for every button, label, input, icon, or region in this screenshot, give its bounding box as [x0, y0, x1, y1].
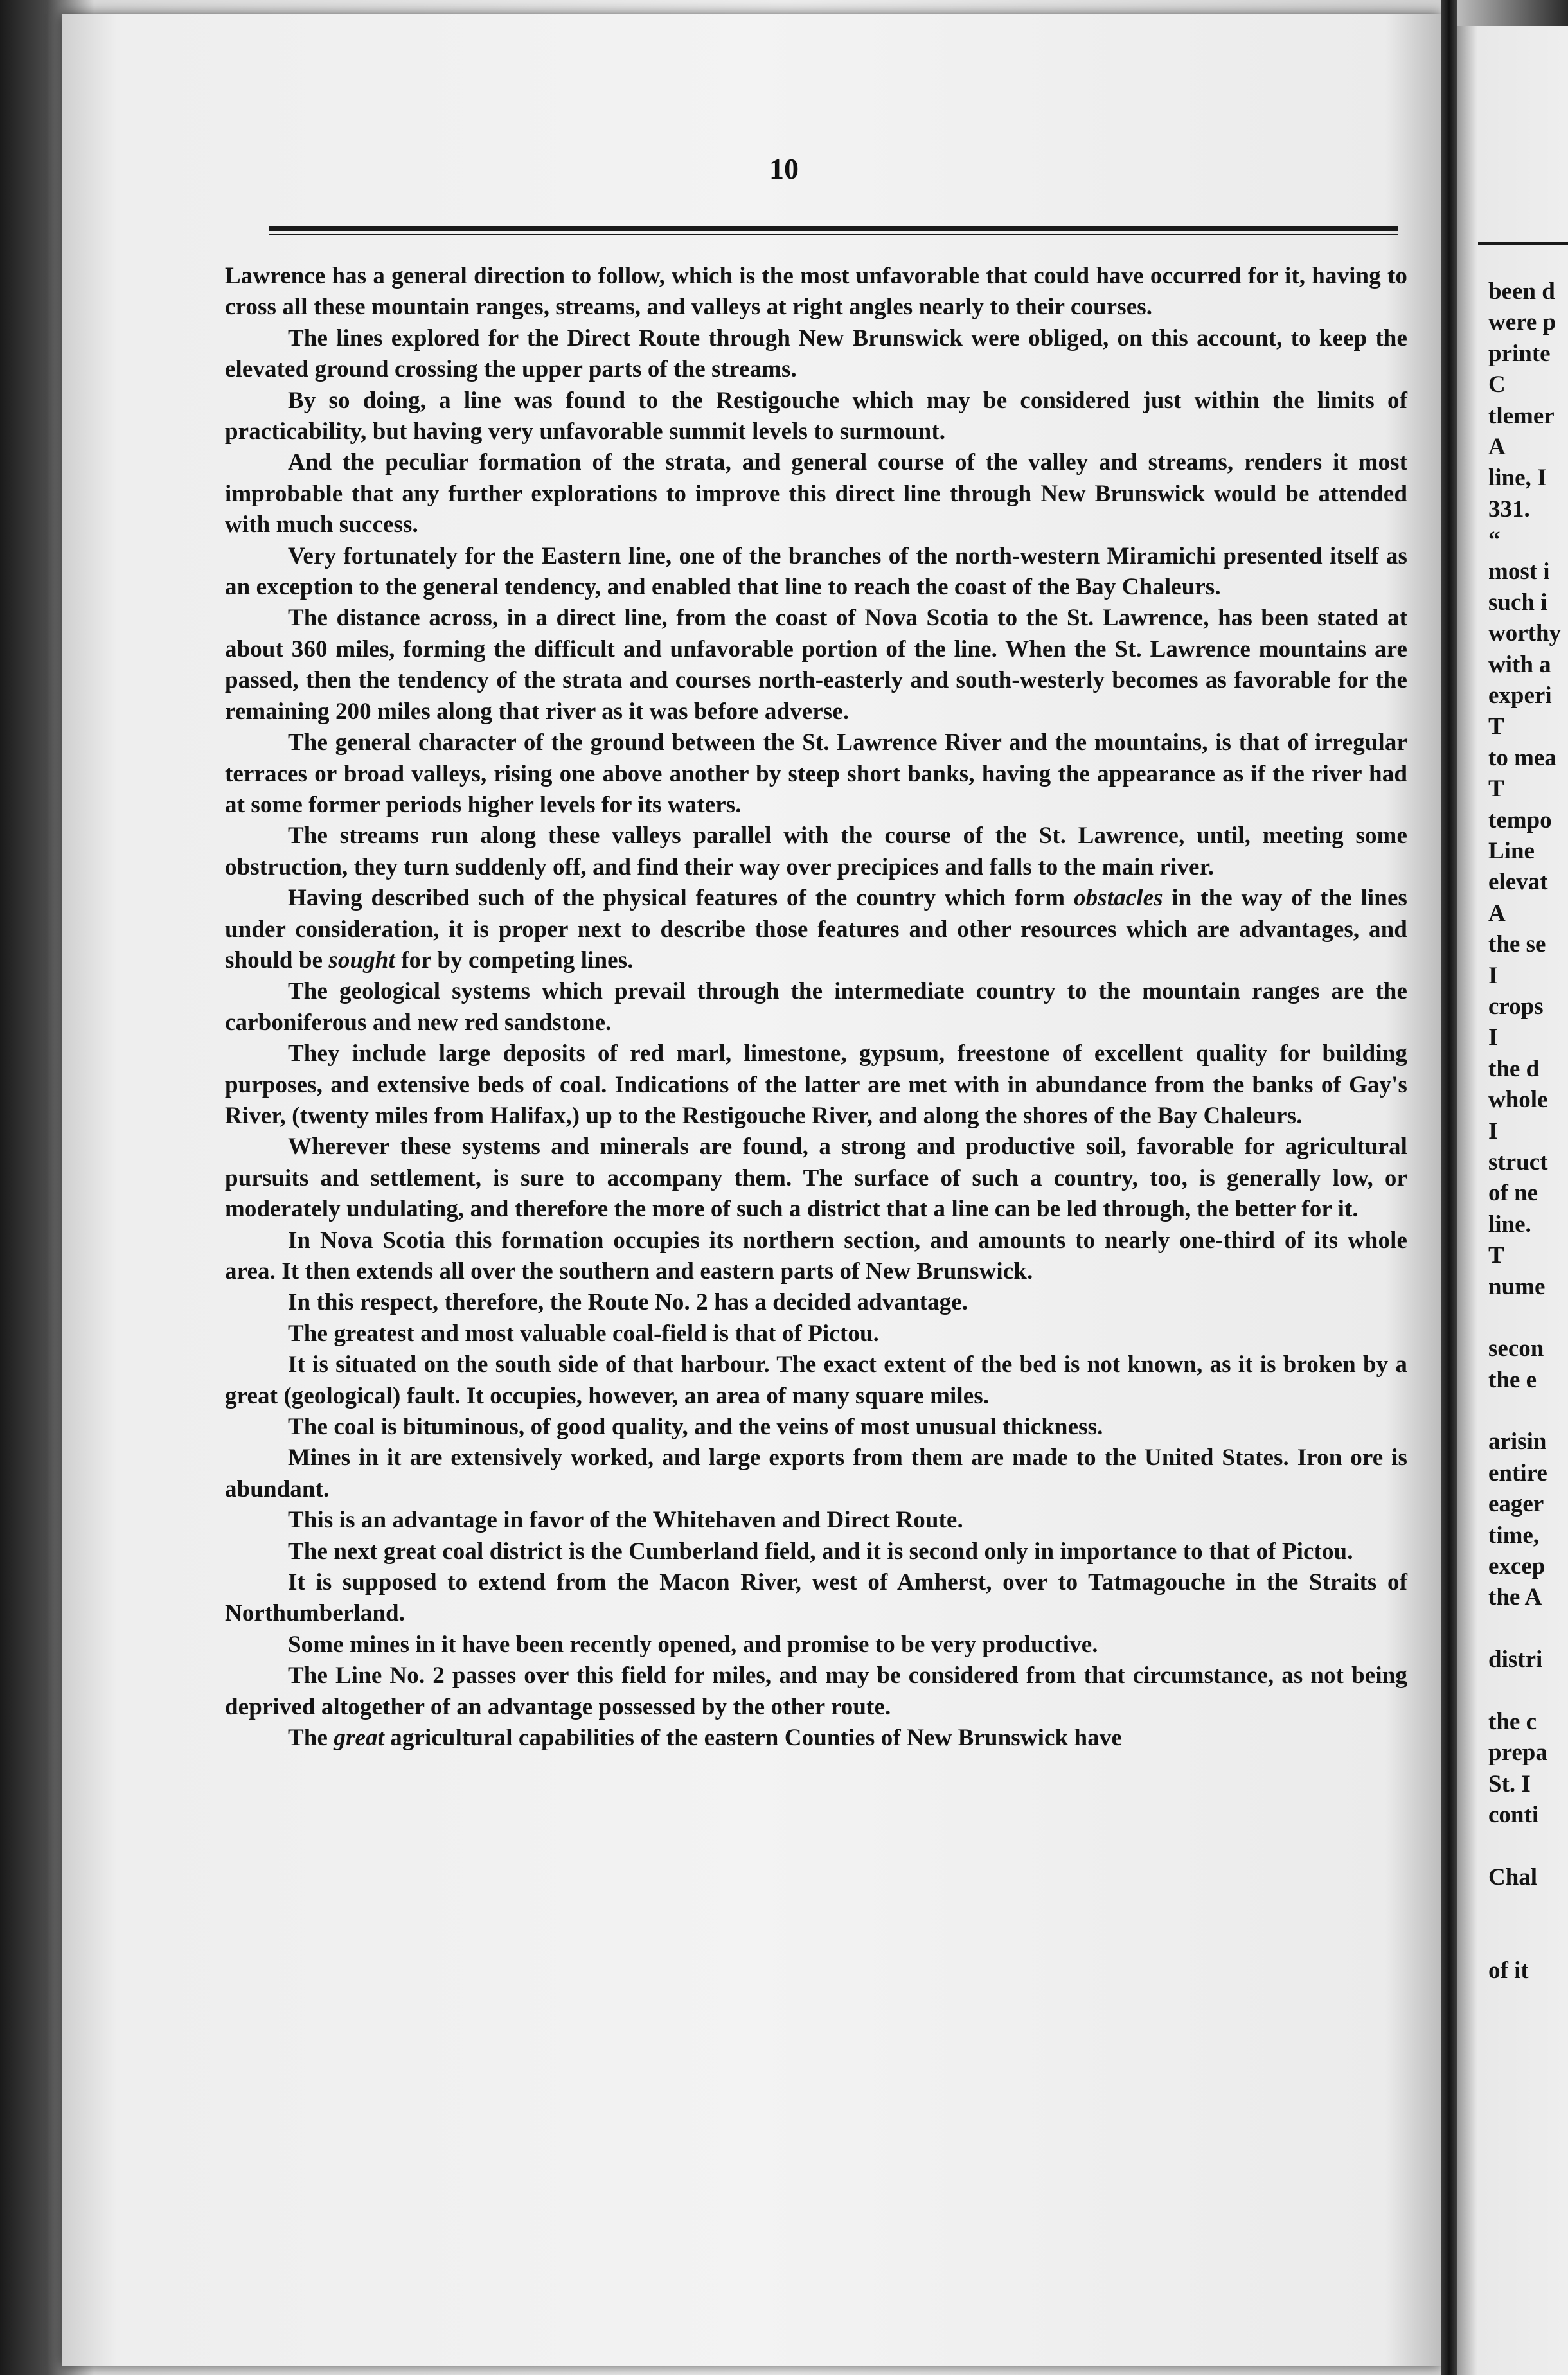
right-page-fragment: I — [1488, 1024, 1498, 1051]
right-page-fragment: prepa — [1488, 1739, 1547, 1766]
right-page-fragment: distri — [1488, 1646, 1543, 1673]
right-page-fragment: A — [1488, 433, 1506, 460]
paragraph: Mines in it are extensively worked, and large exports from them are made to the United States. Iron ore is abundant. — [225, 1445, 1407, 1502]
right-page-fragment — [1488, 1893, 1568, 1924]
right-page-fragment: elevat — [1488, 869, 1548, 896]
right-page-fragment: were p — [1488, 309, 1556, 336]
right-page-fragment — [1488, 1831, 1568, 1862]
right-page-fragment: printe — [1488, 340, 1551, 367]
right-page-text — [1488, 276, 1568, 1986]
right-page-fragment: time, — [1488, 1522, 1540, 1549]
page-number: 10 — [769, 152, 799, 185]
paragraph: Wherever these systems and minerals are found, a strong and productive soil, favorable for agricultural pursuits and settlement, is sure to accompany them. The surface of such a country, too, is generally low, or moderately undulating, and therefore the more of such a district that a line can be led through, the better for it. — [225, 1134, 1407, 1223]
paragraph: The geological systems which prevail through the intermediate country to the mountain ranges are the carboniferous and new red sandstone. — [225, 978, 1407, 1036]
right-page-fragment: been d — [1488, 278, 1555, 305]
right-page-fragment: A — [1488, 900, 1506, 927]
right-page-fragment: crops — [1488, 993, 1544, 1020]
right-page-fragment: nume — [1488, 1273, 1546, 1300]
right-page-fragment — [1488, 1676, 1568, 1707]
right-page-fragment: T — [1488, 713, 1504, 740]
paragraph: This is an advantage in favor of the Whitehaven and Direct Route. — [288, 1507, 963, 1534]
text-run: for by competing lines. — [395, 947, 634, 974]
right-page-fragment: secon — [1488, 1335, 1544, 1362]
right-page-fragment: I — [1488, 1117, 1498, 1144]
right-page-fragment: experi — [1488, 682, 1552, 709]
paragraph: The streams run along these valleys parallel with the course of the St. Lawrence, until, meeting some obstruction, they turn suddenly off, and find their way over precipices and falls to the main river. — [225, 823, 1407, 880]
right-page-fragment: struct — [1488, 1148, 1548, 1175]
body-text — [225, 261, 1407, 1754]
right-page-fragment: entire — [1488, 1459, 1547, 1486]
text-run: The — [288, 1725, 334, 1752]
paragraph: By so doing, a line was found to the Restigouche which may be considered just within the limits of practicability, but having very unfavorable summit levels to surmount. — [225, 387, 1407, 445]
right-page-fragment: 331. — [1488, 495, 1530, 522]
right-page-fragment: tempo — [1488, 806, 1552, 833]
right-page-fragment: the c — [1488, 1708, 1537, 1735]
right-page-fragment: St. I — [1488, 1770, 1531, 1797]
right-page-fragment: C — [1488, 371, 1506, 398]
paragraph: Lawrence has a general direction to follow, which is the most unfavorable that could have occurred for it, having to cross all these mountain ranges, streams, and valleys at right angles nearly to their courses. — [225, 263, 1407, 321]
book-spine — [1441, 0, 1457, 2375]
right-page-fragment: excep — [1488, 1553, 1546, 1580]
paragraph: Very fortunately for the Eastern line, one of the branches of the north-western Miramichi presented itself as an exception to the general tendency, and enabled that line to reach the coast of the Bay Chaleurs. — [225, 542, 1407, 601]
right-page-fragment: T — [1488, 1242, 1504, 1269]
paragraph: The Line No. 2 passes over this field for miles, and may be considered from that circumstance, as not being deprived altogether of an advantage possessed by the other route. — [225, 1662, 1407, 1720]
right-page-fragment: Chal — [1488, 1864, 1538, 1890]
right-page-fragment: tlemer — [1488, 402, 1555, 429]
right-page-rule — [1478, 242, 1568, 245]
right-page-fragment: eager — [1488, 1491, 1544, 1518]
right-page-fragment: the d — [1488, 1055, 1540, 1082]
right-page-fragment: line, I — [1488, 465, 1547, 492]
right-page-fragment: of ne — [1488, 1180, 1538, 1207]
paragraph: And the peculiar formation of the strata, and general course of the valley and streams, renders it most improbable that any further explorations to improve this direct line through New Brunswick would be attended with much success. — [225, 449, 1407, 538]
right-page-fragment: with a — [1488, 651, 1551, 678]
text-run: in the way of the lines under consideration, it is proper next to describe those features and other resources which are advantages, and should be — [225, 885, 1407, 974]
paragraph — [225, 1723, 1407, 1754]
right-page-fragment: whole — [1488, 1087, 1548, 1114]
right-page-fragment: the e — [1488, 1366, 1537, 1393]
paragraph: The general character of the ground between the St. Lawrence River and the mountains, is that of irregular terraces or broad valleys, rising one above another by steep short banks, having the appearance as if the river had at some former periods higher levels for its waters. — [225, 729, 1407, 818]
paragraph: It is supposed to extend from the Macon River, west of Amherst, over to Tatmagouche in the Straits of Northumberland. — [225, 1569, 1407, 1627]
right-page-fragment: T — [1488, 776, 1504, 803]
right-page-fragment: conti — [1488, 1802, 1539, 1829]
right-page-fragment: arisin — [1488, 1428, 1547, 1455]
right-page-fragment: Line — [1488, 838, 1535, 865]
paragraph: The lines explored for the Direct Route through New Brunswick were obliged, on this account, to keep the elevated ground crossing the upper parts of the streams. — [225, 325, 1407, 383]
paragraph: It is situated on the south side of that harbour. The exact extent of the bed is not known, as it is broken by a great (geological) fault. It occupies, however, an area of many square miles. — [225, 1351, 1407, 1409]
paragraph: The greatest and most valuable coal-field is that of Pictou. — [288, 1320, 879, 1347]
right-page-fragment: worthy — [1488, 620, 1562, 647]
paragraph: In this respect, therefore, the Route No. 2 has a decided advantage. — [288, 1289, 968, 1316]
text-run: agricultural capabilities of the eastern Counties of New Brunswick have — [384, 1725, 1122, 1752]
italic-word: great — [334, 1725, 384, 1752]
right-page-fragment: line. — [1488, 1211, 1531, 1238]
paragraph: The distance across, in a direct line, from the coast of Nova Scotia to the St. Lawrence, has been stated at about 360 miles, forming the difficult and unfavorable portion of the line. When the St. Lawrence mountains are passed, then the tendency of the strata and courses north-easterly and south-westerly becomes as favorable for the remaining 200 miles along that river as it was before adverse. — [225, 605, 1407, 725]
right-page-fragment: such i — [1488, 589, 1547, 616]
right-page-fragment — [1488, 1396, 1568, 1427]
text-run: Having described such of the physical features of the country which form — [288, 885, 1074, 912]
paragraph: The coal is bituminous, of good quality, and the veins of most unusual thickness. — [288, 1414, 1103, 1441]
right-page-fragment — [1488, 1925, 1568, 1955]
right-page-fragment: the A — [1488, 1584, 1542, 1611]
header-rule-thick — [269, 226, 1398, 231]
right-page-fragment — [1488, 1303, 1568, 1333]
italic-word: obstacles — [1074, 885, 1163, 912]
paragraph: In Nova Scotia this formation occupies its northern section, and amounts to nearly one-third of its whole area. It then extends all over the southern and eastern parts of New Brunswick. — [225, 1227, 1407, 1285]
right-page-fragment: of it — [1488, 1957, 1529, 1984]
paragraph: The next great coal district is the Cumberland field, and it is second only in importance to that of Pictou. — [288, 1538, 1353, 1565]
paragraph: Some mines in it have been recently opened, and promise to be very productive. — [288, 1631, 1098, 1658]
right-page-fragment — [1488, 1614, 1568, 1644]
italic-word: sought — [328, 947, 395, 974]
header-rule-thin — [269, 234, 1398, 235]
right-page-fragment: I — [1488, 962, 1498, 989]
paragraph: They include large deposits of red marl, limestone, gypsum, freestone of excellent quality for building purposes, and extensive beds of coal. Indications of the latter are met with in abundance from the banks of Gay's River, (twenty miles from Halifax,) up to the Restigouche River, and along the shores of the Bay Chaleurs. — [225, 1040, 1407, 1129]
right-page-fragment: “ — [1488, 527, 1501, 554]
right-page-fragment: the se — [1488, 931, 1546, 958]
right-page-fragment: most i — [1488, 558, 1550, 585]
right-page-fragment: to mea — [1488, 744, 1556, 771]
paragraph — [225, 883, 1407, 976]
